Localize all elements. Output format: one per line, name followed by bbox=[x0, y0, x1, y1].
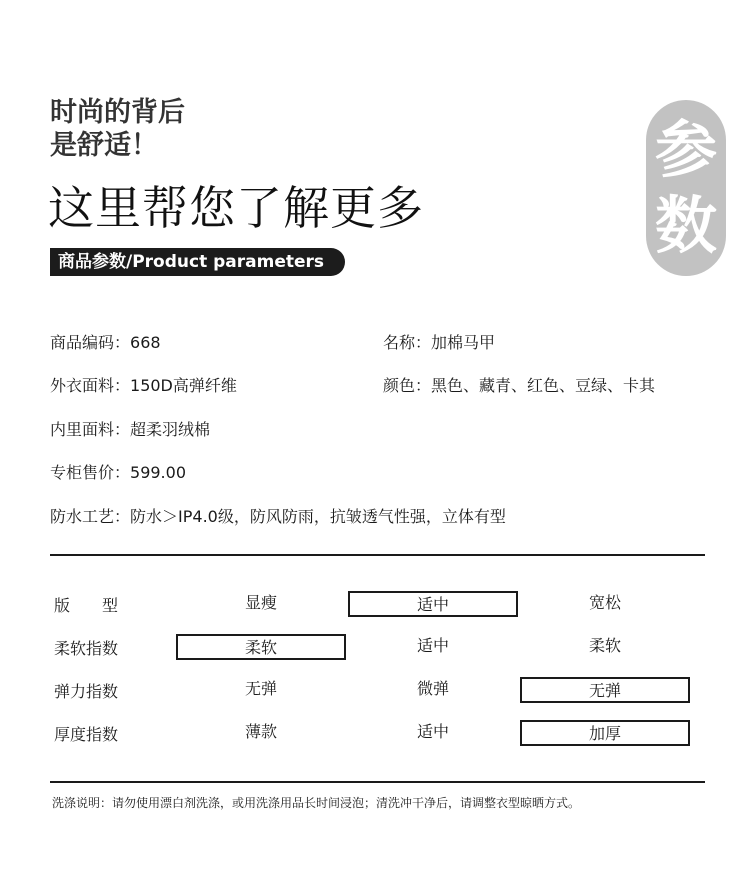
divider-top bbox=[50, 554, 705, 556]
wash-instructions: 洗涤说明：请勿使用漂白剂洗涤，或用洗涤用品长时间浸泡；清洗冲干净后，请调整衣型晾晒方式。 bbox=[52, 796, 581, 810]
spec-waterproof-value: 防水＞IP4.0级，防风防雨，抗皱透气性强，立体有型 bbox=[130, 507, 506, 526]
gauge-elasticity-option-2: 微弹 bbox=[416, 679, 449, 698]
gauge-elasticity-label: 弹力指数 bbox=[54, 682, 119, 701]
spec-lining-label: 内里面料： bbox=[50, 420, 131, 439]
spec-outer-fabric-label: 外衣面料： bbox=[50, 376, 131, 395]
gauge-thickness-option-2: 适中 bbox=[416, 722, 449, 741]
spec-price-value: 599.00 bbox=[130, 463, 186, 482]
spec-name-value: 加棉马甲 bbox=[431, 333, 496, 352]
spec-waterproof-label: 防水工艺： bbox=[50, 507, 131, 526]
gauge-softness-label: 柔软指数 bbox=[54, 639, 119, 658]
tagline bbox=[50, 96, 185, 162]
divider-bottom bbox=[50, 781, 705, 783]
spec-outer-fabric bbox=[50, 376, 237, 396]
spec-lining-value: 超柔羽绒棉 bbox=[130, 420, 211, 439]
gauge-thickness-label: 厚度指数 bbox=[54, 725, 119, 744]
gauge-fit-label: 版 型 bbox=[54, 596, 119, 615]
headline: 这里帮您了解更多 bbox=[48, 181, 424, 235]
gauge-softness-option-2: 适中 bbox=[416, 636, 449, 655]
gauge-fit-option-1: 显瘦 bbox=[244, 593, 277, 612]
gauge-thickness-option-1: 薄款 bbox=[244, 722, 277, 741]
badge-char-2: 数 bbox=[654, 189, 717, 262]
section-title: 商品参数/Product parameters bbox=[50, 248, 345, 276]
gauge-softness-option-1: 柔软 bbox=[176, 634, 346, 660]
spec-name bbox=[383, 333, 495, 353]
spec-outer-fabric-value: 150D高弹纤维 bbox=[130, 376, 237, 395]
gauge-elasticity-option-1: 无弹 bbox=[244, 679, 277, 698]
gauge-elasticity-option-3: 无弹 bbox=[520, 677, 690, 703]
spec-color bbox=[383, 376, 655, 396]
spec-name-label: 名称： bbox=[383, 333, 432, 352]
gauge-fit-option-2: 适中 bbox=[348, 591, 518, 617]
gauge-thickness-option-3: 加厚 bbox=[520, 720, 690, 746]
spec-price-label: 专柜售价： bbox=[50, 463, 131, 482]
gauge-softness-option-3: 柔软 bbox=[588, 636, 621, 655]
spec-color-value: 黑色、藏青、红色、豆绿、卡其 bbox=[431, 376, 656, 395]
tagline-line-1: 时尚的背后 bbox=[50, 97, 185, 128]
spec-waterproof bbox=[50, 507, 506, 527]
spec-color-label: 颜色： bbox=[383, 376, 432, 395]
spec-price bbox=[50, 463, 186, 483]
spec-code-value: 668 bbox=[130, 333, 161, 352]
gauge-fit-option-3: 宽松 bbox=[588, 593, 621, 612]
spec-code-label: 商品编码： bbox=[50, 333, 131, 352]
spec-code bbox=[50, 333, 161, 353]
parameters-badge bbox=[646, 100, 726, 276]
spec-lining bbox=[50, 420, 210, 440]
tagline-line-2: 是舒适！ bbox=[50, 130, 158, 161]
badge-char-1: 参 bbox=[654, 113, 717, 186]
